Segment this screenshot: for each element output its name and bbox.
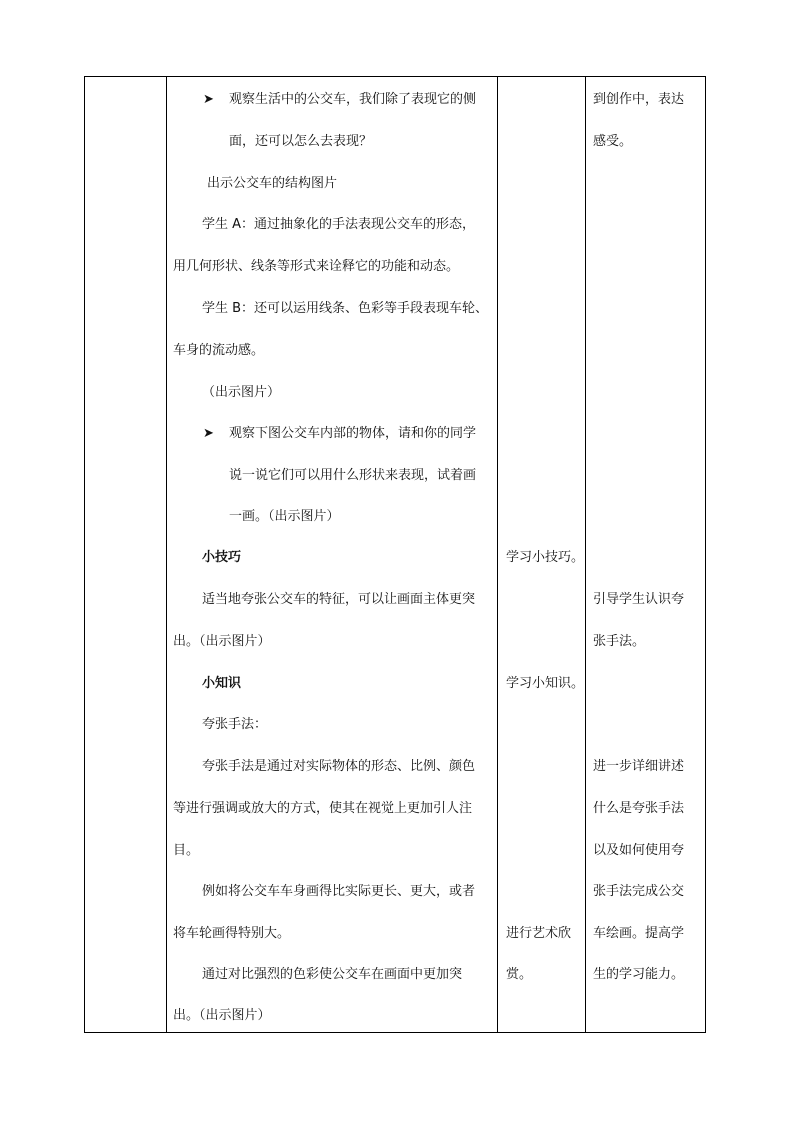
text-line: 以及如何使用夸 [593,843,685,858]
text-line: 感受。 [593,134,633,149]
text-line: 通过对比强烈的色彩使公交车在画面中更加突 [202,967,463,982]
text-line: 学习小技巧。 [506,550,585,565]
text-line: 学生 A：通过抽象化的手法表现公交车的形态， [202,217,476,232]
text-line: 张手法。 [593,634,646,649]
text-line: 张手法完成公交 [593,884,685,899]
text-line: 目。 [173,843,200,858]
text-line: 观察生活中的公交车，我们除了表现它的侧 [229,92,477,107]
text-line: 生的学习能力。 [593,967,685,982]
heading-tips: 小技巧 [202,550,242,565]
column-blank [85,77,166,1032]
text-line: 说一说它们可以用什么形状来表现，试着画 [229,468,477,483]
bullet-arrow: ➤ [203,92,214,107]
text-line: 将车轮画得特别大。 [173,926,291,941]
text-line: 出。（出示图片） [173,634,271,649]
bullet-arrow: ➤ [203,426,214,441]
lesson-table [84,76,706,1033]
text-line: 车绘画。提高学 [593,926,685,941]
text-line: 赏。 [506,967,533,982]
text-line: 引导学生认识夸 [593,592,685,607]
text-line: 进一步详细讲述 [593,759,685,774]
text-line: 出示公交车的结构图片 [207,176,338,191]
text-line: 等进行强调或放大的方式，使其在视觉上更加引人注 [173,801,473,816]
text-line: 例如将公交车车身画得比实际更长、更大，或者 [202,884,476,899]
text-line: （出示图片） [202,385,281,400]
text-line: 夸张手法： [202,717,268,732]
text-line: 夸张手法是通过对实际物体的形态、比例、颜色 [202,759,476,774]
text-line: 学生 B：还可以运用线条、色彩等手段表现车轮、 [202,301,489,316]
text-line: 面，还可以怎么去表现？ [229,134,373,149]
student-activity-column [498,77,585,1032]
text-line: 什么是夸张手法 [593,801,685,816]
text-line: 一画。（出示图片） [229,509,340,524]
text-line: 用几何形状、线条等形式来诠释它的功能和动态。 [173,259,460,274]
text-line: 出。（出示图片） [173,1008,271,1023]
text-line: 到创作中，表达 [593,92,685,107]
design-intent-column [586,77,705,1032]
teacher-activity-column [167,77,497,1032]
text-line: 车身的流动感。 [173,343,265,358]
heading-knowledge: 小知识 [202,676,242,691]
text-line: 进行艺术欣 [506,926,572,941]
text-line: 适当地夸张公交车的特征，可以让画面主体更突 [202,592,476,607]
text-line: 学习小知识。 [506,676,585,691]
text-line: 观察下图公交车内部的物体，请和你的同学 [229,426,477,441]
